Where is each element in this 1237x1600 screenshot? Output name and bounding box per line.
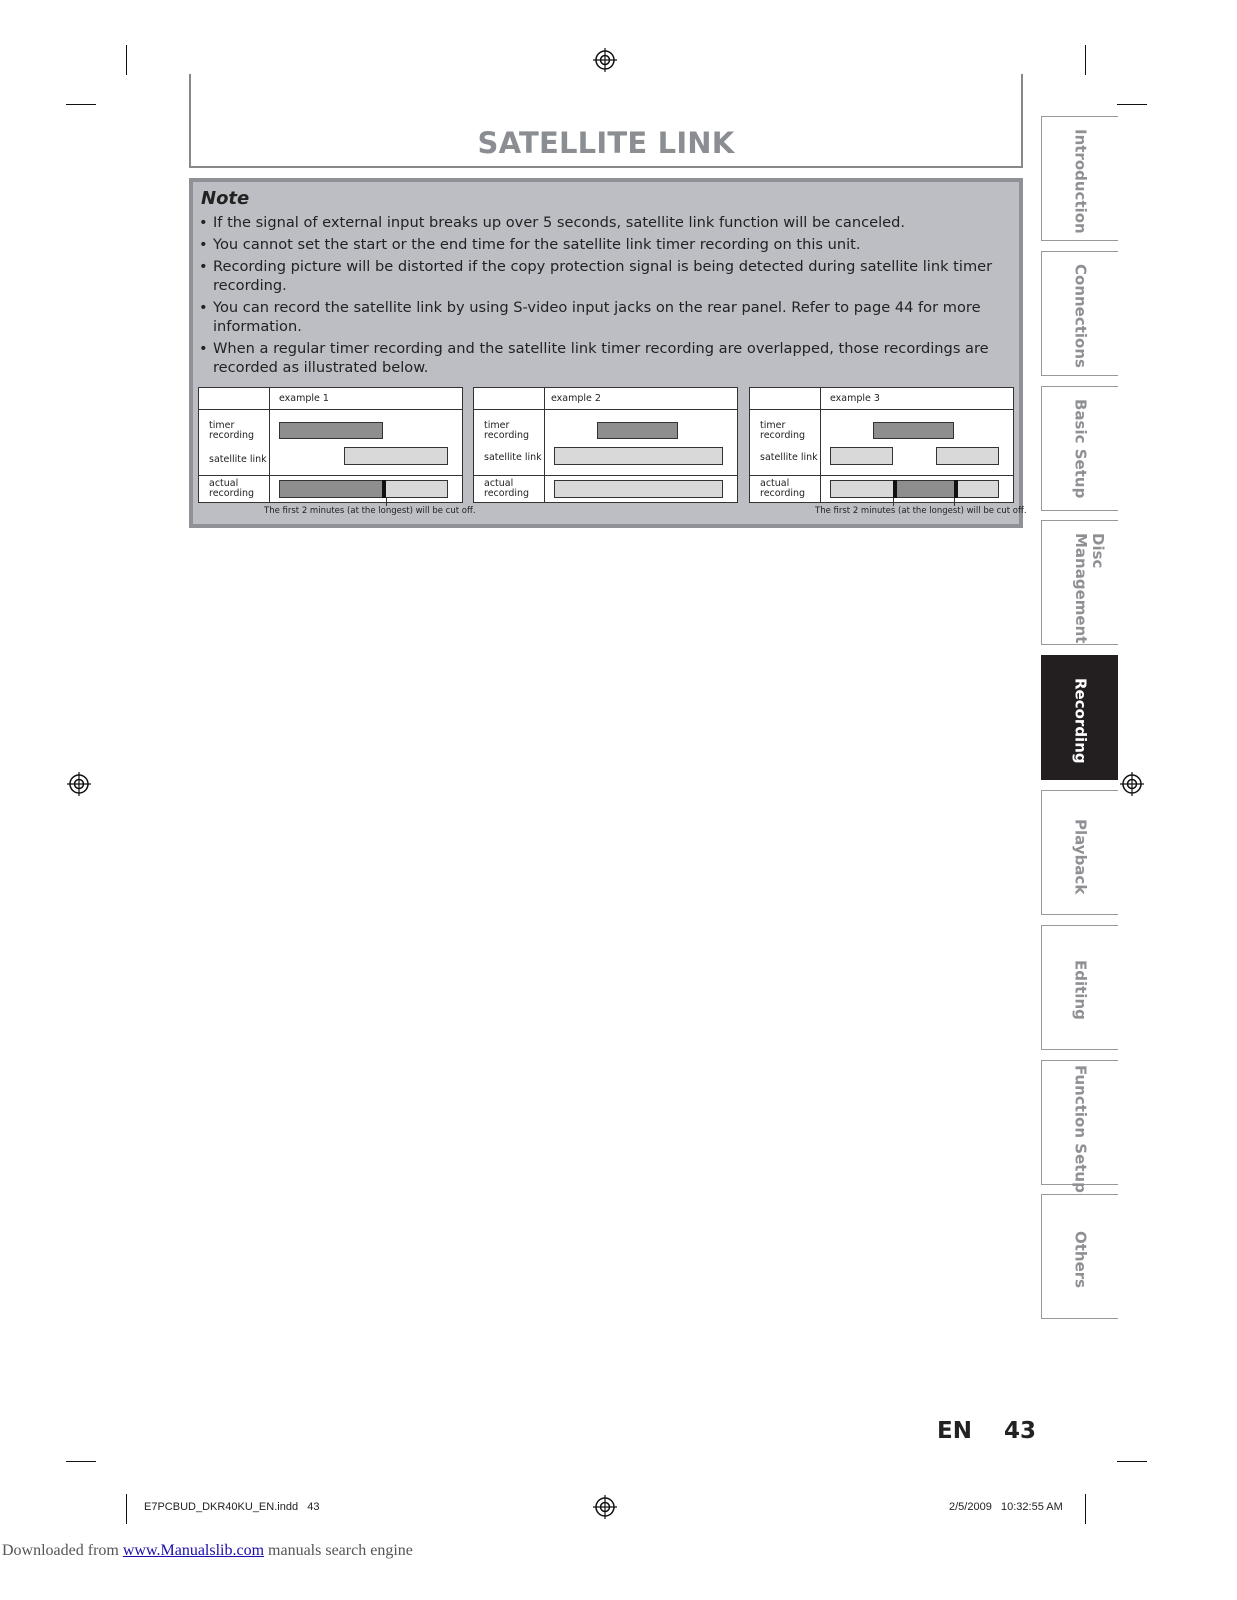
row-label-actual: actual recording — [484, 478, 530, 499]
tab-others[interactable] — [1041, 1194, 1118, 1319]
row-label-timer: timer recording — [209, 420, 255, 441]
registration-mark-icon — [593, 48, 617, 72]
cut-off-caption: The first 2 minutes (at the longest) will be cut off. — [815, 506, 1027, 516]
example-3-diagram — [749, 387, 1014, 503]
file-slug: E7PCBUD_DKR40KU_EN.indd 43 — [144, 1501, 320, 1513]
manualslib-link[interactable]: www.Manualslib.com — [122, 1542, 265, 1559]
tab-label: Recording — [1071, 678, 1090, 764]
crop-mark — [66, 1461, 96, 1462]
tab-editing[interactable] — [1041, 925, 1118, 1050]
download-prefix: Downloaded from — [2, 1542, 123, 1559]
tab-label: Basic Setup — [1071, 399, 1090, 499]
example-2-diagram — [473, 387, 738, 503]
crop-mark — [1085, 1494, 1086, 1524]
crop-mark — [1085, 45, 1086, 75]
tab-label: Editing — [1071, 960, 1090, 1020]
language-code: EN — [937, 1418, 972, 1444]
page-number: 43 — [1004, 1418, 1037, 1444]
tab-label: Function Setup — [1071, 1065, 1090, 1193]
note-box — [189, 178, 1027, 528]
tab-label: Connections — [1071, 264, 1090, 368]
crop-mark — [1117, 104, 1147, 105]
tab-function-setup[interactable] — [1041, 1060, 1118, 1193]
caption-pointer — [386, 498, 387, 506]
row-label-timer: timer recording — [484, 420, 530, 441]
tab-label: Others — [1071, 1231, 1090, 1289]
download-suffix: manuals search engine — [264, 1542, 413, 1559]
tab-label: Playback — [1071, 819, 1090, 895]
timer-recording-bar — [597, 422, 678, 439]
satellite-link-bar — [554, 447, 723, 465]
caption-pointer — [954, 498, 955, 506]
row-label-satellite: satellite link — [209, 454, 267, 465]
note-item: • Recording picture will be distorted if the copy protection signal is being detected during satellite link timer recording. — [199, 257, 999, 295]
tab-basic-setup[interactable] — [1041, 386, 1118, 511]
cut-off-marker — [954, 480, 958, 498]
page-title: SATELLITE LINK — [477, 126, 735, 160]
note-item: • You can record the satellite link by using S-video input jacks on the rear panel. Refer to page 44 for more information. — [199, 298, 999, 336]
actual-recording-timer-segment — [279, 480, 383, 498]
row-label-satellite: satellite link — [484, 452, 542, 463]
note-heading: Note — [201, 188, 250, 209]
tab-connections[interactable] — [1041, 251, 1118, 376]
note-list — [199, 213, 999, 380]
row-label-actual: actual recording — [760, 478, 806, 499]
registration-mark-icon — [67, 772, 91, 796]
satellite-link-bar — [344, 447, 448, 465]
cut-off-caption: The first 2 minutes (at the longest) will be cut off. — [264, 506, 476, 516]
example-header: example 2 — [551, 393, 601, 404]
satellite-link-bar — [936, 447, 999, 465]
note-item: • You cannot set the start or the end time for the satellite link timer recording on this unit. — [199, 235, 999, 254]
example-header: example 3 — [830, 393, 880, 404]
tab-disc-management[interactable] — [1041, 520, 1118, 645]
crop-mark — [126, 1494, 127, 1524]
crop-mark — [126, 45, 127, 75]
cut-off-marker — [382, 480, 386, 498]
crop-mark — [1117, 1461, 1147, 1462]
tab-label: Disc Management — [1072, 533, 1108, 644]
tab-recording[interactable] — [1041, 655, 1118, 780]
example-header: example 1 — [279, 393, 329, 404]
actual-recording-timer-segment — [893, 480, 957, 498]
tab-label: Introduction — [1071, 129, 1090, 234]
cut-off-marker — [893, 480, 897, 498]
row-label-timer: timer recording — [760, 420, 806, 441]
satellite-link-bar — [830, 447, 893, 465]
registration-mark-icon — [1120, 772, 1144, 796]
row-label-satellite: satellite link — [760, 452, 818, 463]
note-item: • When a regular timer recording and the satellite link timer recording are overlapped, those recordings are recorded as illustrated below. — [199, 339, 999, 377]
timer-recording-bar — [279, 422, 383, 439]
date-slug: 2/5/2009 10:32:55 AM — [949, 1501, 1063, 1513]
tab-introduction[interactable] — [1041, 116, 1118, 241]
tab-playback[interactable] — [1041, 790, 1118, 915]
timer-recording-bar — [873, 422, 954, 439]
actual-recording-bar — [554, 480, 723, 498]
note-item: • If the signal of external input breaks up over 5 seconds, satellite link function will be canceled. — [199, 213, 999, 232]
example-1-diagram — [198, 387, 463, 503]
download-footer — [2, 1542, 413, 1560]
caption-pointer — [893, 498, 894, 506]
row-label-actual: actual recording — [209, 478, 255, 499]
registration-mark-icon — [593, 1495, 617, 1519]
crop-mark — [66, 104, 96, 105]
title-frame — [189, 74, 1023, 168]
